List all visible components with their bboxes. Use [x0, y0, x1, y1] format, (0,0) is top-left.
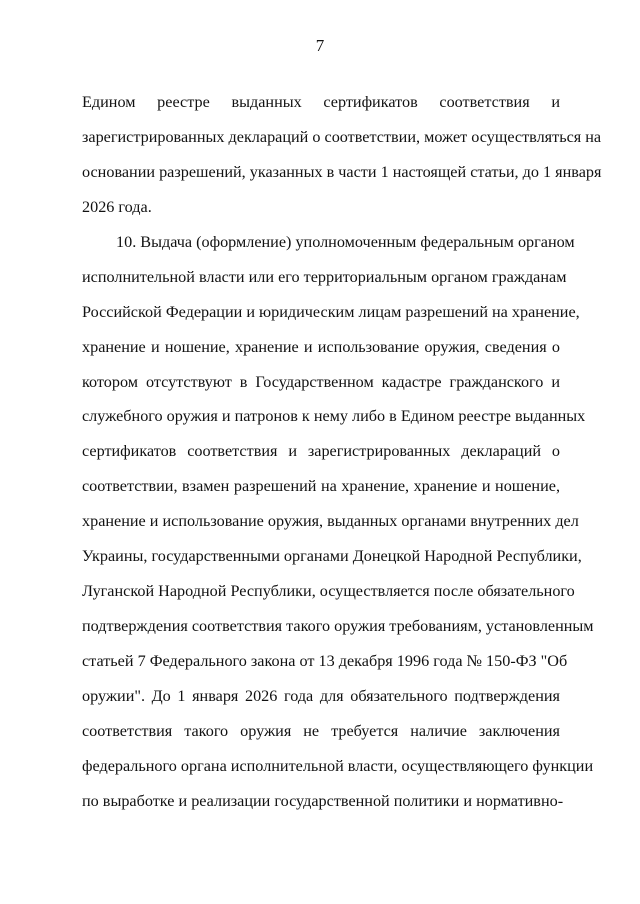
text-line: подтверждения соответствия такого оружия требованиям, установленным [82, 617, 594, 635]
text-line: хранение и ношение, хранение и использование оружия, сведения о [82, 338, 560, 356]
text-line: Едином реестре выданных сертификатов соответствия и [82, 93, 560, 111]
text-line: соответствии, взамен разрешений на хранение, хранение и ношение, [82, 477, 560, 495]
text-line: исполнительной власти или его территориальным органом гражданам [82, 268, 567, 286]
text-line: соответствия такого оружия не требуется наличие заключения [82, 722, 560, 740]
text-line: хранение и использование оружия, выданных органами внутренних дел [82, 512, 579, 530]
text-line: служебного оружия и патронов к нему либо в Едином реестре выданных [82, 407, 586, 425]
text-line: Украины, государственными органами Донецкой Народной Республики, [82, 547, 582, 565]
text-line: по выработке и реализации государственной политики и нормативно- [82, 792, 564, 810]
text-line: федерального органа исполнительной власти, осуществляющего функции [82, 757, 594, 775]
text-line: котором отсутствуют в Государственном кадастре гражданского и [82, 373, 560, 391]
text-line: Луганской Народной Республики, осуществляется после обязательного [82, 582, 575, 600]
page-number: 7 [315, 36, 325, 55]
text-line: основании разрешений, указанных в части 1 настоящей статьи, до 1 января [82, 163, 602, 181]
text-line: статьей 7 Федерального закона от 13 декабря 1996 года № 150-ФЗ "Об [82, 652, 568, 670]
text-line: зарегистрированных деклараций о соответствии, может осуществляться на [82, 128, 602, 146]
text-line: 2026 года. [82, 198, 152, 216]
paragraph-first-line: 10. Выдача (оформление) уполномоченным федеральным органом [116, 233, 575, 251]
text-line: сертификатов соответствия и зарегистрированных деклараций о [82, 442, 560, 460]
text-line: оружии". До 1 января 2026 года для обязательного подтверждения [82, 687, 560, 705]
text-line: Российской Федерации и юридическим лицам разрешений на хранение, [82, 303, 580, 321]
